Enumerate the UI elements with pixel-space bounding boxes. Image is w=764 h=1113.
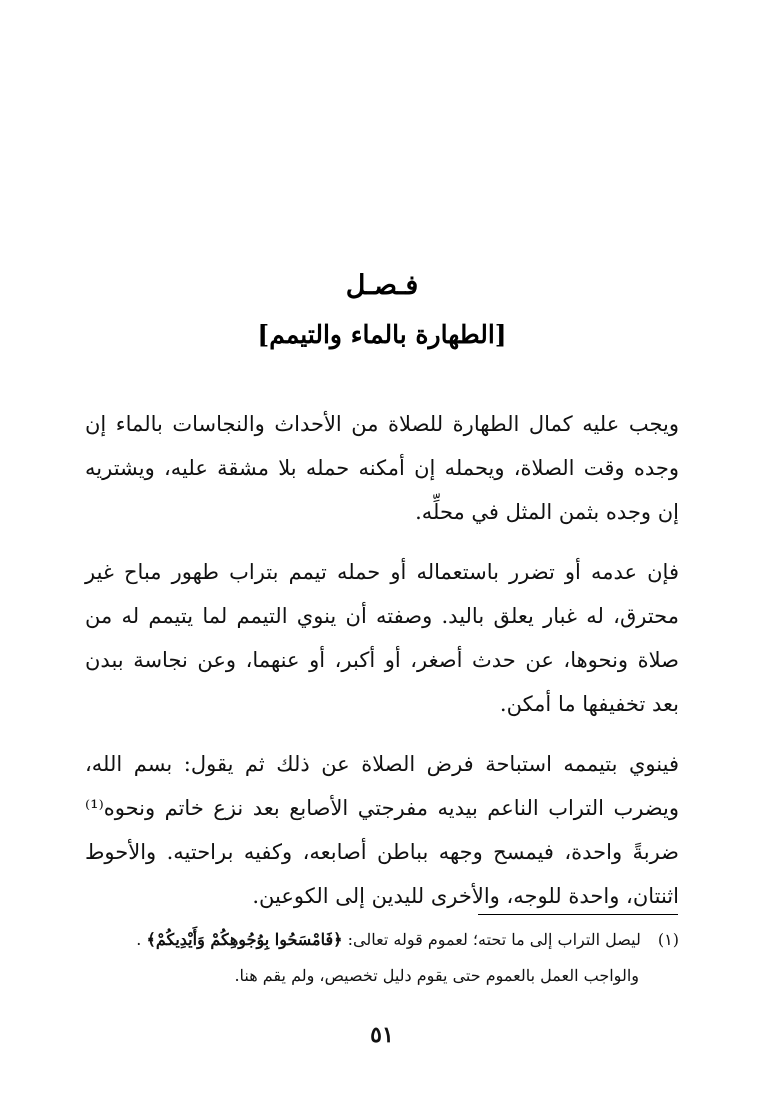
footnote-end-mark: . bbox=[136, 930, 142, 949]
footnote-number: (١) bbox=[657, 930, 679, 949]
section-heading: فـصـل bbox=[345, 270, 419, 301]
body-text bbox=[85, 402, 679, 934]
footnote-text: ليصل التراب إلى ما تحته؛ لعموم قوله تعالى: bbox=[347, 930, 641, 949]
page-number: ٥١ bbox=[370, 1022, 394, 1048]
footnote-separator bbox=[478, 914, 678, 915]
footnotes bbox=[85, 922, 679, 994]
paragraph-tayammum-method: فينوي بتيممه استباحة فرض الصلاة عن ذلك ثم يقول: بسم الله، ويضرب التراب الناعم بيديه مفرجتي الأصابع بعد نزع خاتم ونحوه⁽¹⁾ ضربةً واحدة، فيمسح وجهه بباطن أصابعه، وكفيه براحتيه. والأحوط اثنتان، واحدة للوجه، والأخرى لليدين إلى الكوعين. bbox=[85, 752, 679, 908]
paragraph-purification: ويجب عليه كمال الطهارة للصلاة من الأحداث والنجاسات بالماء إن وجده وقت الصلاة، ويحمله إن أمكنه حمله بلا مشقة عليه، ويشتريه إن وجده بثمن المثل في محلِّه. bbox=[85, 412, 679, 524]
footnote-1-continuation: والواجب العمل بالعموم حتى يقوم دليل تخصيص، ولم يقم هنا. bbox=[234, 966, 639, 985]
footnote-quran-quote: ﴿فَامْسَحُوا بِوُجُوهِكُمْ وَأَيْدِيكُمْ﴾ bbox=[146, 930, 343, 949]
footnote-1 bbox=[85, 922, 679, 958]
section-subheading: [الطهارة بالماء والتيمم] bbox=[257, 320, 507, 349]
paragraph-tayammum-description: فإن عدمه أو تضرر باستعماله أو حمله تيمم بتراب طهور مباح غير محترق، له غبار يعلق باليد. وصفته أن ينوي التيمم لما يتيمم له من صلاة ونحوها، عن حدث أصغر، أو أكبر، أو عنهما، وعن نجاسة ببدن بعد تخفيفها ما أمكن. bbox=[85, 560, 679, 716]
